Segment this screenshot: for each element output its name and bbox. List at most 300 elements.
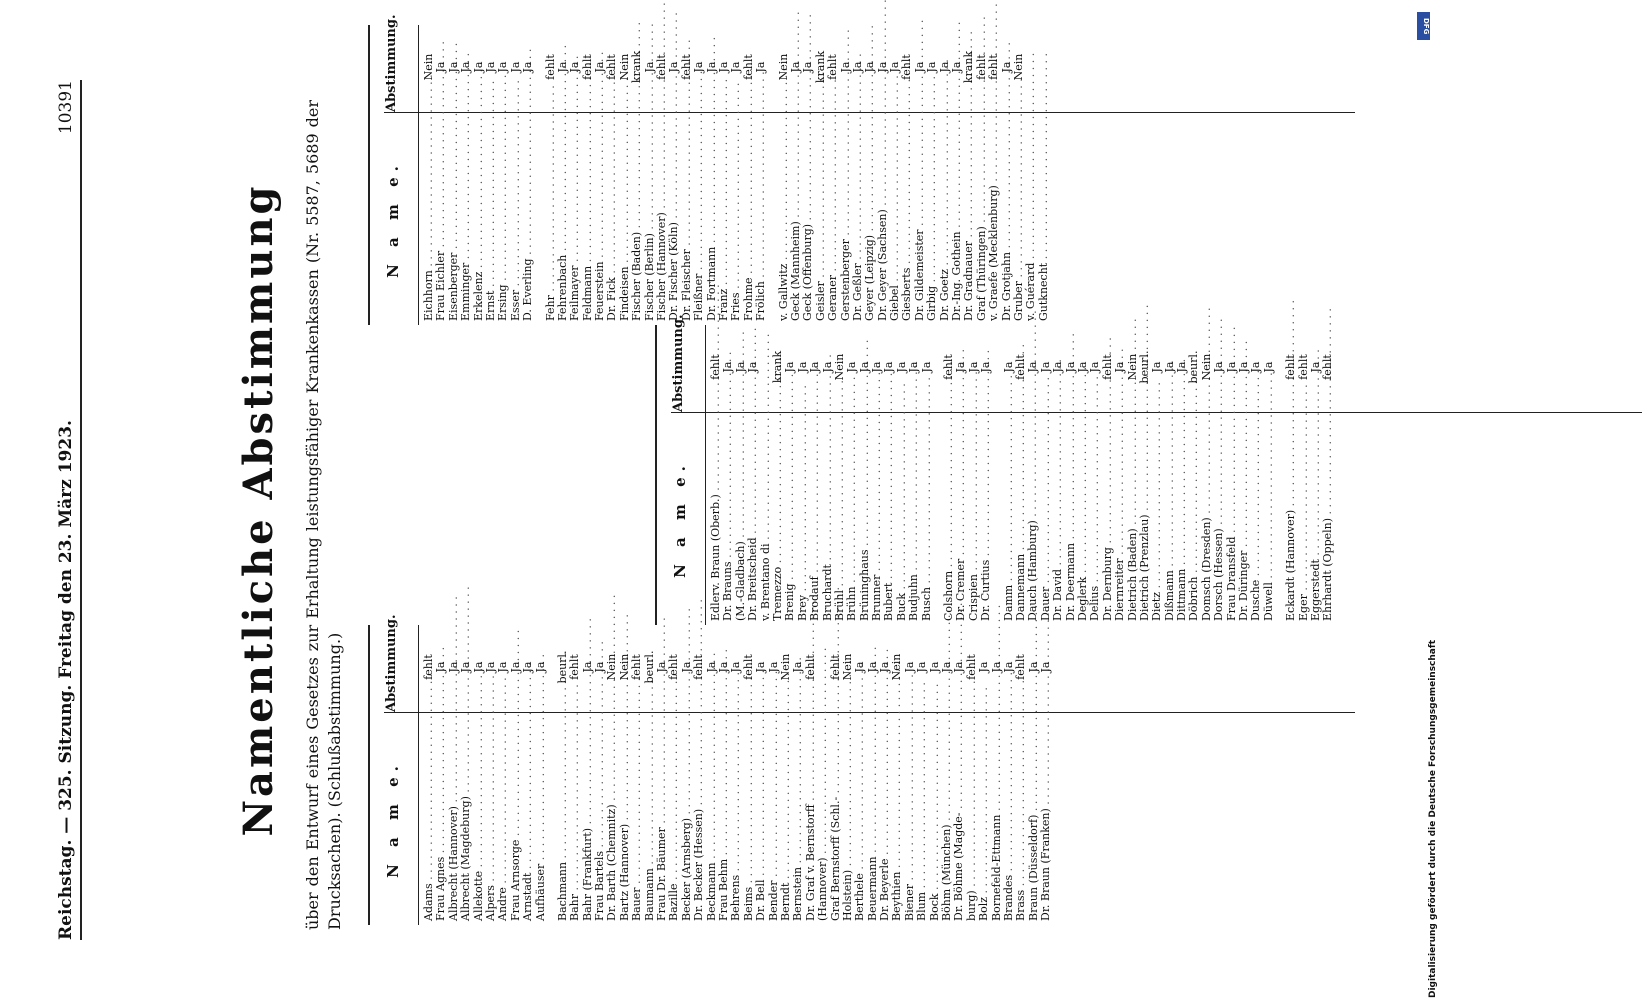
vote-value: Ja xyxy=(977,661,991,673)
member-name: Geisler . . . xyxy=(815,115,827,321)
member-name: Frau Arnsorge . . . xyxy=(510,715,522,921)
vote-value: Ja xyxy=(729,61,743,73)
vote-value: Ja xyxy=(1026,661,1040,673)
vote-value: Nein xyxy=(1011,53,1025,81)
table-row xyxy=(988,25,1000,325)
member-name: Baumann . . . xyxy=(644,715,656,921)
vote-value: Ja xyxy=(1224,361,1238,373)
member-name: Crispien . . . xyxy=(968,415,980,621)
table-row xyxy=(1025,25,1037,325)
member-name: Düwell . . . xyxy=(1263,415,1275,621)
vote-value: fehlt xyxy=(741,54,755,80)
vote-value: Ja xyxy=(1261,361,1275,373)
member-name: Blum . . . xyxy=(916,715,928,921)
member-name: Holstein) . . . xyxy=(842,715,854,921)
table-row xyxy=(730,625,742,925)
vote-value: Ja xyxy=(857,361,871,373)
page-number: 10391 xyxy=(56,80,76,135)
vote-value: beurl. xyxy=(1187,350,1201,384)
member-name: Domsch (Dresden) . . . xyxy=(1201,415,1213,621)
member-name: Bartz (Hannover) . . . xyxy=(619,715,631,921)
member-name: Gutknecht . . . xyxy=(1038,115,1050,321)
vote-value: Nein xyxy=(832,353,846,381)
member-name: Albrecht (Magdeburg) . . . xyxy=(460,715,472,921)
vote-value: Ja xyxy=(875,61,889,73)
vote-value: Ja xyxy=(508,661,522,673)
dfg-logo: DFG xyxy=(1417,12,1430,40)
vote-value: beurl. xyxy=(555,650,569,684)
member-name: Frau Dransfeld . . . xyxy=(1226,415,1238,621)
member-name: Feldmann . . . xyxy=(582,115,594,321)
vote-value: Ja xyxy=(838,61,852,73)
vote-value: fehlt xyxy=(422,654,435,680)
member-name: Döbrich . . . xyxy=(1188,415,1200,621)
vote-table-column-2 xyxy=(655,314,1642,625)
vote-value: Ja xyxy=(580,661,594,673)
member-name: Dr. Curtius . . . xyxy=(980,415,992,621)
vote-value: Ja xyxy=(954,361,968,373)
table-row xyxy=(1250,325,1262,625)
vote-value: Ja xyxy=(496,661,510,673)
table-row xyxy=(1285,325,1297,625)
member-name: Dr. Braun (Franken) . . . xyxy=(1040,715,1052,921)
member-name: Frau Agnes . . . xyxy=(435,715,447,921)
member-name: v. Guérard . . . xyxy=(1025,115,1037,321)
table-row xyxy=(693,25,705,325)
member-name: Dr.-Ing. Gothein . . . xyxy=(951,115,963,321)
vote-value: Ja xyxy=(1237,361,1251,373)
member-name: Dr. David . . . xyxy=(1052,415,1064,621)
member-name: Emminger . . . xyxy=(460,115,472,321)
table-header xyxy=(370,14,419,325)
member-name: Delius . . . xyxy=(1089,415,1101,621)
vote-value: Ja xyxy=(716,661,730,673)
table-row xyxy=(569,25,581,325)
vote-value: fehlt xyxy=(667,654,681,680)
vote-value: fehlt xyxy=(568,654,582,680)
member-name: Braun (Düsseldorf) . . . xyxy=(1028,715,1040,921)
member-name: Feuerstein . . . xyxy=(594,115,606,321)
table-row xyxy=(926,25,938,325)
member-name: Fischer (Hannover) . . . xyxy=(656,115,668,321)
vote-value: Ja xyxy=(483,661,497,673)
vote-value: fehlt xyxy=(1014,654,1028,680)
vote-value: Ja xyxy=(496,61,510,73)
vote-value: fehlt xyxy=(655,54,669,80)
member-name: Dauer . . . xyxy=(1040,415,1052,621)
table-row xyxy=(435,625,447,925)
vote-value: Ja xyxy=(894,361,908,373)
member-name: Bolz . . . xyxy=(978,715,990,921)
vote-value: fehlt xyxy=(974,54,988,80)
vote-value: Ja xyxy=(446,61,460,73)
member-name: Brey . . . xyxy=(797,415,809,621)
member-name: Brühn . . . xyxy=(846,415,858,621)
vote-value: Ja xyxy=(593,661,607,673)
table-row xyxy=(883,325,895,625)
table-row xyxy=(1213,325,1225,625)
table-row xyxy=(722,325,734,625)
member-name: Busch . . . xyxy=(921,415,933,621)
vote-value: krank xyxy=(770,350,784,384)
rows xyxy=(419,625,1053,925)
table-row xyxy=(827,25,839,325)
member-name: Arnstadt . . . xyxy=(522,715,534,921)
vote-value: fehlt xyxy=(679,54,693,80)
dfg-sidebar xyxy=(1416,8,1438,998)
vote-value: Ja xyxy=(1051,361,1065,373)
vote-value: beurl. xyxy=(1137,350,1151,384)
member-name: Gerstenberger . . . xyxy=(840,115,852,321)
table-row xyxy=(747,325,759,625)
table-row xyxy=(1027,325,1039,625)
document-title: Namentliche Abstimmung xyxy=(235,183,282,837)
table-row xyxy=(921,325,933,625)
rotated-document-page xyxy=(0,14,1400,1000)
member-name: Berndt . . . xyxy=(780,715,792,921)
vote-value: Ja xyxy=(940,661,954,673)
table-row xyxy=(1114,325,1126,625)
member-name: Dr. Grotjahn . . . xyxy=(1001,115,1013,321)
member-name: Dittmann . . . xyxy=(1176,415,1188,621)
member-name: Beythien . . . xyxy=(891,715,903,921)
vote-value: Ja xyxy=(1039,661,1053,673)
vote-value: Ja xyxy=(979,361,993,373)
name-header: N a m e. xyxy=(671,460,689,578)
member-name: Giebel . . . xyxy=(889,115,901,321)
member-name: Bender . . . xyxy=(768,715,780,921)
table-row xyxy=(846,325,858,625)
member-name: v. Gallwitz . . . xyxy=(778,115,790,321)
table-row xyxy=(631,625,643,925)
vote-value: Ja xyxy=(1001,361,1015,373)
member-name: Dr. Graf v. Bernstorff . . . xyxy=(805,715,817,921)
table-row xyxy=(522,625,534,925)
vote-value: Ja xyxy=(888,61,902,73)
table-row xyxy=(980,325,992,625)
vote-value: Ja xyxy=(865,661,879,673)
member-name: Dr. Fortmann . . . xyxy=(706,115,718,321)
table-row xyxy=(908,325,920,625)
member-name: Dr. Gradnauer . . . xyxy=(963,115,975,321)
vote-value: beurl. xyxy=(642,650,656,684)
member-name: Brühl . . . xyxy=(834,415,846,621)
member-name: Dr. Geßler . . . xyxy=(852,115,864,321)
member-name: Geyer (Leipzig) . . . xyxy=(864,115,876,321)
vote-value: fehlt xyxy=(900,54,914,80)
member-name: Edlerv. Braun (Oberb.) . . . xyxy=(710,415,722,621)
vote-value: Ja xyxy=(919,361,933,373)
vote-value: Nein xyxy=(1125,353,1139,381)
table-row xyxy=(497,625,509,925)
vote-value: fehlt xyxy=(828,654,842,680)
table-row xyxy=(668,625,680,925)
member-name: Dietrich (Baden) . . . xyxy=(1127,415,1139,621)
table-row xyxy=(668,25,680,325)
member-name: Dannemann . . . xyxy=(1015,415,1027,621)
member-name: Behrens . . . xyxy=(730,715,742,921)
table-row xyxy=(435,25,447,325)
member-name: Fehrenbach . . . xyxy=(557,115,569,321)
vote-value: Nein xyxy=(1199,353,1213,381)
vote-value: fehlt xyxy=(580,54,594,80)
vote-value: Ja xyxy=(679,661,693,673)
member-name: Beckmann . . . xyxy=(706,715,718,921)
member-name: Budjuhn . . . xyxy=(908,415,920,621)
vote-value: Ja xyxy=(642,61,656,73)
vote-value: Ja xyxy=(508,61,522,73)
vote-value: Nein xyxy=(422,53,435,81)
member-name: Tremezzo . . . xyxy=(772,415,784,621)
vote-value: fehlt xyxy=(1321,354,1335,380)
vote-value: Ja xyxy=(882,361,896,373)
vote-value: Nein xyxy=(617,653,631,681)
member-name: Bornefeld-Ettmann . . . xyxy=(991,715,1003,921)
member-name: Eckardt (Hannover) . . . xyxy=(1285,415,1297,621)
table-row xyxy=(522,25,534,325)
member-name: Bock . . . xyxy=(929,715,941,921)
vote-value: Ja xyxy=(459,661,473,673)
vote-value: fehlt xyxy=(630,654,644,680)
vote-value: fehlt xyxy=(987,54,1001,80)
table-row xyxy=(693,625,705,925)
table-row xyxy=(854,625,866,925)
vote-value: krank xyxy=(962,50,976,84)
vote-value: Ja xyxy=(459,61,473,73)
vote-value: fehlt xyxy=(605,54,619,80)
vote-value: fehlt xyxy=(826,54,840,80)
vote-value: Ja xyxy=(788,61,802,73)
member-name: Brodauf . . . xyxy=(809,415,821,621)
vote-value: fehlt xyxy=(803,654,817,680)
member-name: Graf Bernstorff (Schl.- . . . xyxy=(830,715,842,921)
vote-value: Ja xyxy=(952,661,966,673)
rows xyxy=(419,25,1050,325)
table-row xyxy=(809,325,821,625)
vote-value: Ja xyxy=(1001,661,1015,673)
vote-value: Ja xyxy=(521,61,535,73)
member-name: Brunner . . . xyxy=(871,415,883,621)
member-name: Dr. Gildemeister . . . xyxy=(914,115,926,321)
table-row xyxy=(1040,625,1052,925)
vote-value: Nein xyxy=(890,653,904,681)
member-name: Feilmayer . . . xyxy=(569,115,581,321)
member-name: Frau Bartels . . . xyxy=(594,715,606,921)
member-name: Eggerstedt . . . xyxy=(1310,415,1322,621)
vote-value: Ja xyxy=(733,361,747,373)
table-row xyxy=(535,625,547,925)
member-name: Dr. Becker (Hessen) . . . xyxy=(693,715,705,921)
table-row xyxy=(1089,325,1101,625)
vote-value: Ja xyxy=(533,661,547,673)
header-session: Reichstag. — 325. Sitzung. Freitag den 23. März 1923. xyxy=(56,420,76,940)
vote-value: Ja xyxy=(1113,361,1127,373)
table-row xyxy=(1263,325,1275,625)
table-header xyxy=(370,614,419,925)
table-row xyxy=(1322,325,1334,625)
vote-value: Ja xyxy=(1249,361,1263,373)
vote-value: Nein xyxy=(605,653,619,681)
vote-value: Ja xyxy=(692,61,706,73)
member-name: Fischer (Berlin) . . . xyxy=(644,115,656,321)
vote-value: Ja xyxy=(925,61,939,73)
member-name: Bahr . . . xyxy=(569,715,581,921)
member-name: Esser . . . xyxy=(510,115,522,321)
table-row xyxy=(891,625,903,925)
vote-value: fehlt xyxy=(741,654,755,680)
member-name: Beims . . . xyxy=(743,715,755,921)
member-name: (M.-Gladbach) . . . xyxy=(735,415,747,621)
vote-value: Ja xyxy=(1150,361,1164,373)
table-row xyxy=(901,25,913,325)
table-row xyxy=(730,25,742,325)
member-name: Brüninghaus . . . xyxy=(859,415,871,621)
vote-value: Ja xyxy=(850,61,864,73)
member-name: Eisenberger . . . xyxy=(448,115,460,321)
member-name: Brenig . . . xyxy=(784,415,796,621)
member-name: Dr. Geyer (Sachsen) . . . xyxy=(877,115,889,321)
vote-value: Ja xyxy=(795,361,809,373)
member-name: Dr. Düringer . . . xyxy=(1238,415,1250,621)
vote-value: fehlt xyxy=(543,54,557,80)
vote-value: Ja xyxy=(446,661,460,673)
member-name: Andre . . . xyxy=(497,715,509,921)
table-row xyxy=(963,25,975,325)
member-name: Buck . . . xyxy=(896,415,908,621)
vote-value: Ja xyxy=(766,661,780,673)
vote-value: fehlt xyxy=(709,354,722,380)
member-name: Gruber . . . xyxy=(1013,115,1025,321)
document-subtitle: über den Entwurf eines Gesetzes zur Erhaltung leistungsfähiger Krankenkassen (Nr. 5587, 5689 der Drucksachen). (Schlußabstimmung.) xyxy=(303,100,344,930)
vote-value: Ja xyxy=(568,61,582,73)
member-name: Eichhorn . . . xyxy=(423,115,435,321)
vote-value: Ja xyxy=(434,61,448,73)
name-header: N a m e. xyxy=(384,760,402,878)
member-name: Colshorn . . . xyxy=(943,415,955,621)
member-name: Fleißner . . . xyxy=(693,115,705,321)
table-row xyxy=(460,625,472,925)
member-name: Dißmann . . . xyxy=(1164,415,1176,621)
vote-header: Abstimmung. xyxy=(384,624,418,713)
vote-value: Nein xyxy=(617,53,631,81)
vote-value: Ja xyxy=(915,661,929,673)
member-name: Fehr . . . xyxy=(545,115,557,321)
table-row xyxy=(569,625,581,925)
vote-value: Ja xyxy=(808,361,822,373)
member-name: Bahr (Frankfurt) . . . xyxy=(582,715,594,921)
member-name: Becker (Arnsberg) . . . xyxy=(681,715,693,921)
member-name: Ernst . . . xyxy=(485,115,497,321)
member-name: Adams . . . xyxy=(423,715,435,921)
member-name: Dr. Barth (Chemnitz) . . . xyxy=(606,715,618,921)
vote-value: Ja xyxy=(783,361,797,373)
member-name: Dr. Bell . . . xyxy=(755,715,767,921)
table-row xyxy=(1015,625,1027,925)
vote-value: Ja xyxy=(907,361,921,373)
member-name: Allekotte . . . xyxy=(473,715,485,921)
member-name: Brass . . . xyxy=(1015,715,1027,921)
table-row xyxy=(978,625,990,925)
member-name: Girbig . . . xyxy=(926,115,938,321)
member-name: Dr. Deermann . . . xyxy=(1065,415,1077,621)
table-row xyxy=(784,325,796,625)
member-name: burg) . . . xyxy=(966,715,978,921)
running-header xyxy=(52,80,82,940)
member-name: Diernreiter . . . xyxy=(1114,415,1126,621)
vote-table-column-3 xyxy=(368,14,1355,325)
vote-value: Ja xyxy=(820,361,834,373)
vote-value: Ja xyxy=(483,61,497,73)
member-name: Dr. Fischer (Köln) . . . xyxy=(668,115,680,321)
vote-value: Ja xyxy=(1175,361,1189,373)
member-name: Frölich . . . xyxy=(755,115,767,321)
member-name: Bachmann . . . xyxy=(557,715,569,921)
table-row xyxy=(755,25,767,325)
member-name: Graf (Thüringen) . . . xyxy=(976,115,988,321)
vote-value: Ja xyxy=(754,661,768,673)
member-name: Frohme . . . xyxy=(743,115,755,321)
vote-value: Ja xyxy=(845,361,859,373)
vote-value: Ja xyxy=(878,661,892,673)
member-name: Franz . . . xyxy=(718,115,730,321)
member-name: Bruchardt . . . xyxy=(822,415,834,621)
vote-value: Ja xyxy=(593,61,607,73)
dfg-note: Digitalisierung gefördert durch die Deutsche Forschungsgemeinschaft xyxy=(1428,639,1438,998)
member-name: Bernstein . . . xyxy=(792,715,804,921)
member-name: v. Graefe (Mecklenburg) . . . xyxy=(988,115,1000,321)
member-name: Geraner . . . xyxy=(827,115,839,321)
vote-value: fehlt xyxy=(1100,354,1114,380)
vote-value: Nein xyxy=(840,653,854,681)
member-name: Bazille . . . xyxy=(668,715,680,921)
vote-value: Ja xyxy=(704,661,718,673)
table-row xyxy=(1188,325,1200,625)
vote-value: Ja xyxy=(434,661,448,673)
member-name: Ehrhardt (Oppeln) . . . xyxy=(1322,415,1334,621)
table-row xyxy=(953,625,965,925)
vote-value: Ja xyxy=(912,61,926,73)
vote-value: fehlt xyxy=(942,354,956,380)
table-row xyxy=(864,25,876,325)
vote-value: Ja xyxy=(1075,361,1089,373)
vote-value: Ja xyxy=(1038,361,1052,373)
vote-value: Ja xyxy=(1026,361,1040,373)
vote-value: fehlt xyxy=(1284,354,1298,380)
vote-value: fehlt xyxy=(1013,354,1027,380)
member-name: Frau Behm . . . xyxy=(718,715,730,921)
table-row xyxy=(497,25,509,325)
member-name: Dr. Brauns . . . xyxy=(722,415,734,621)
table-row xyxy=(606,625,618,925)
member-name: (Hannover) . . . xyxy=(817,715,829,921)
vote-value: Ja xyxy=(1088,361,1102,373)
member-name: Dr. Goetz . . . xyxy=(939,115,951,321)
vote-value: Ja xyxy=(999,61,1013,73)
vote-value: Ja xyxy=(471,61,485,73)
table-row xyxy=(817,625,829,925)
vote-value: Ja xyxy=(1308,361,1322,373)
member-name: Beuermann . . . xyxy=(867,715,879,921)
member-name: Dietz . . . xyxy=(1151,415,1163,621)
vote-value: Ja xyxy=(927,661,941,673)
member-name: Deglerk . . . xyxy=(1077,415,1089,621)
vote-value: Ja xyxy=(716,61,730,73)
vote-value: Ja xyxy=(667,61,681,73)
member-name: Böhm (München) . . . xyxy=(941,715,953,921)
table-row xyxy=(460,25,472,325)
member-name: Dr. Beyerle . . . xyxy=(879,715,891,921)
member-name: D. Everling . . . xyxy=(522,115,534,321)
